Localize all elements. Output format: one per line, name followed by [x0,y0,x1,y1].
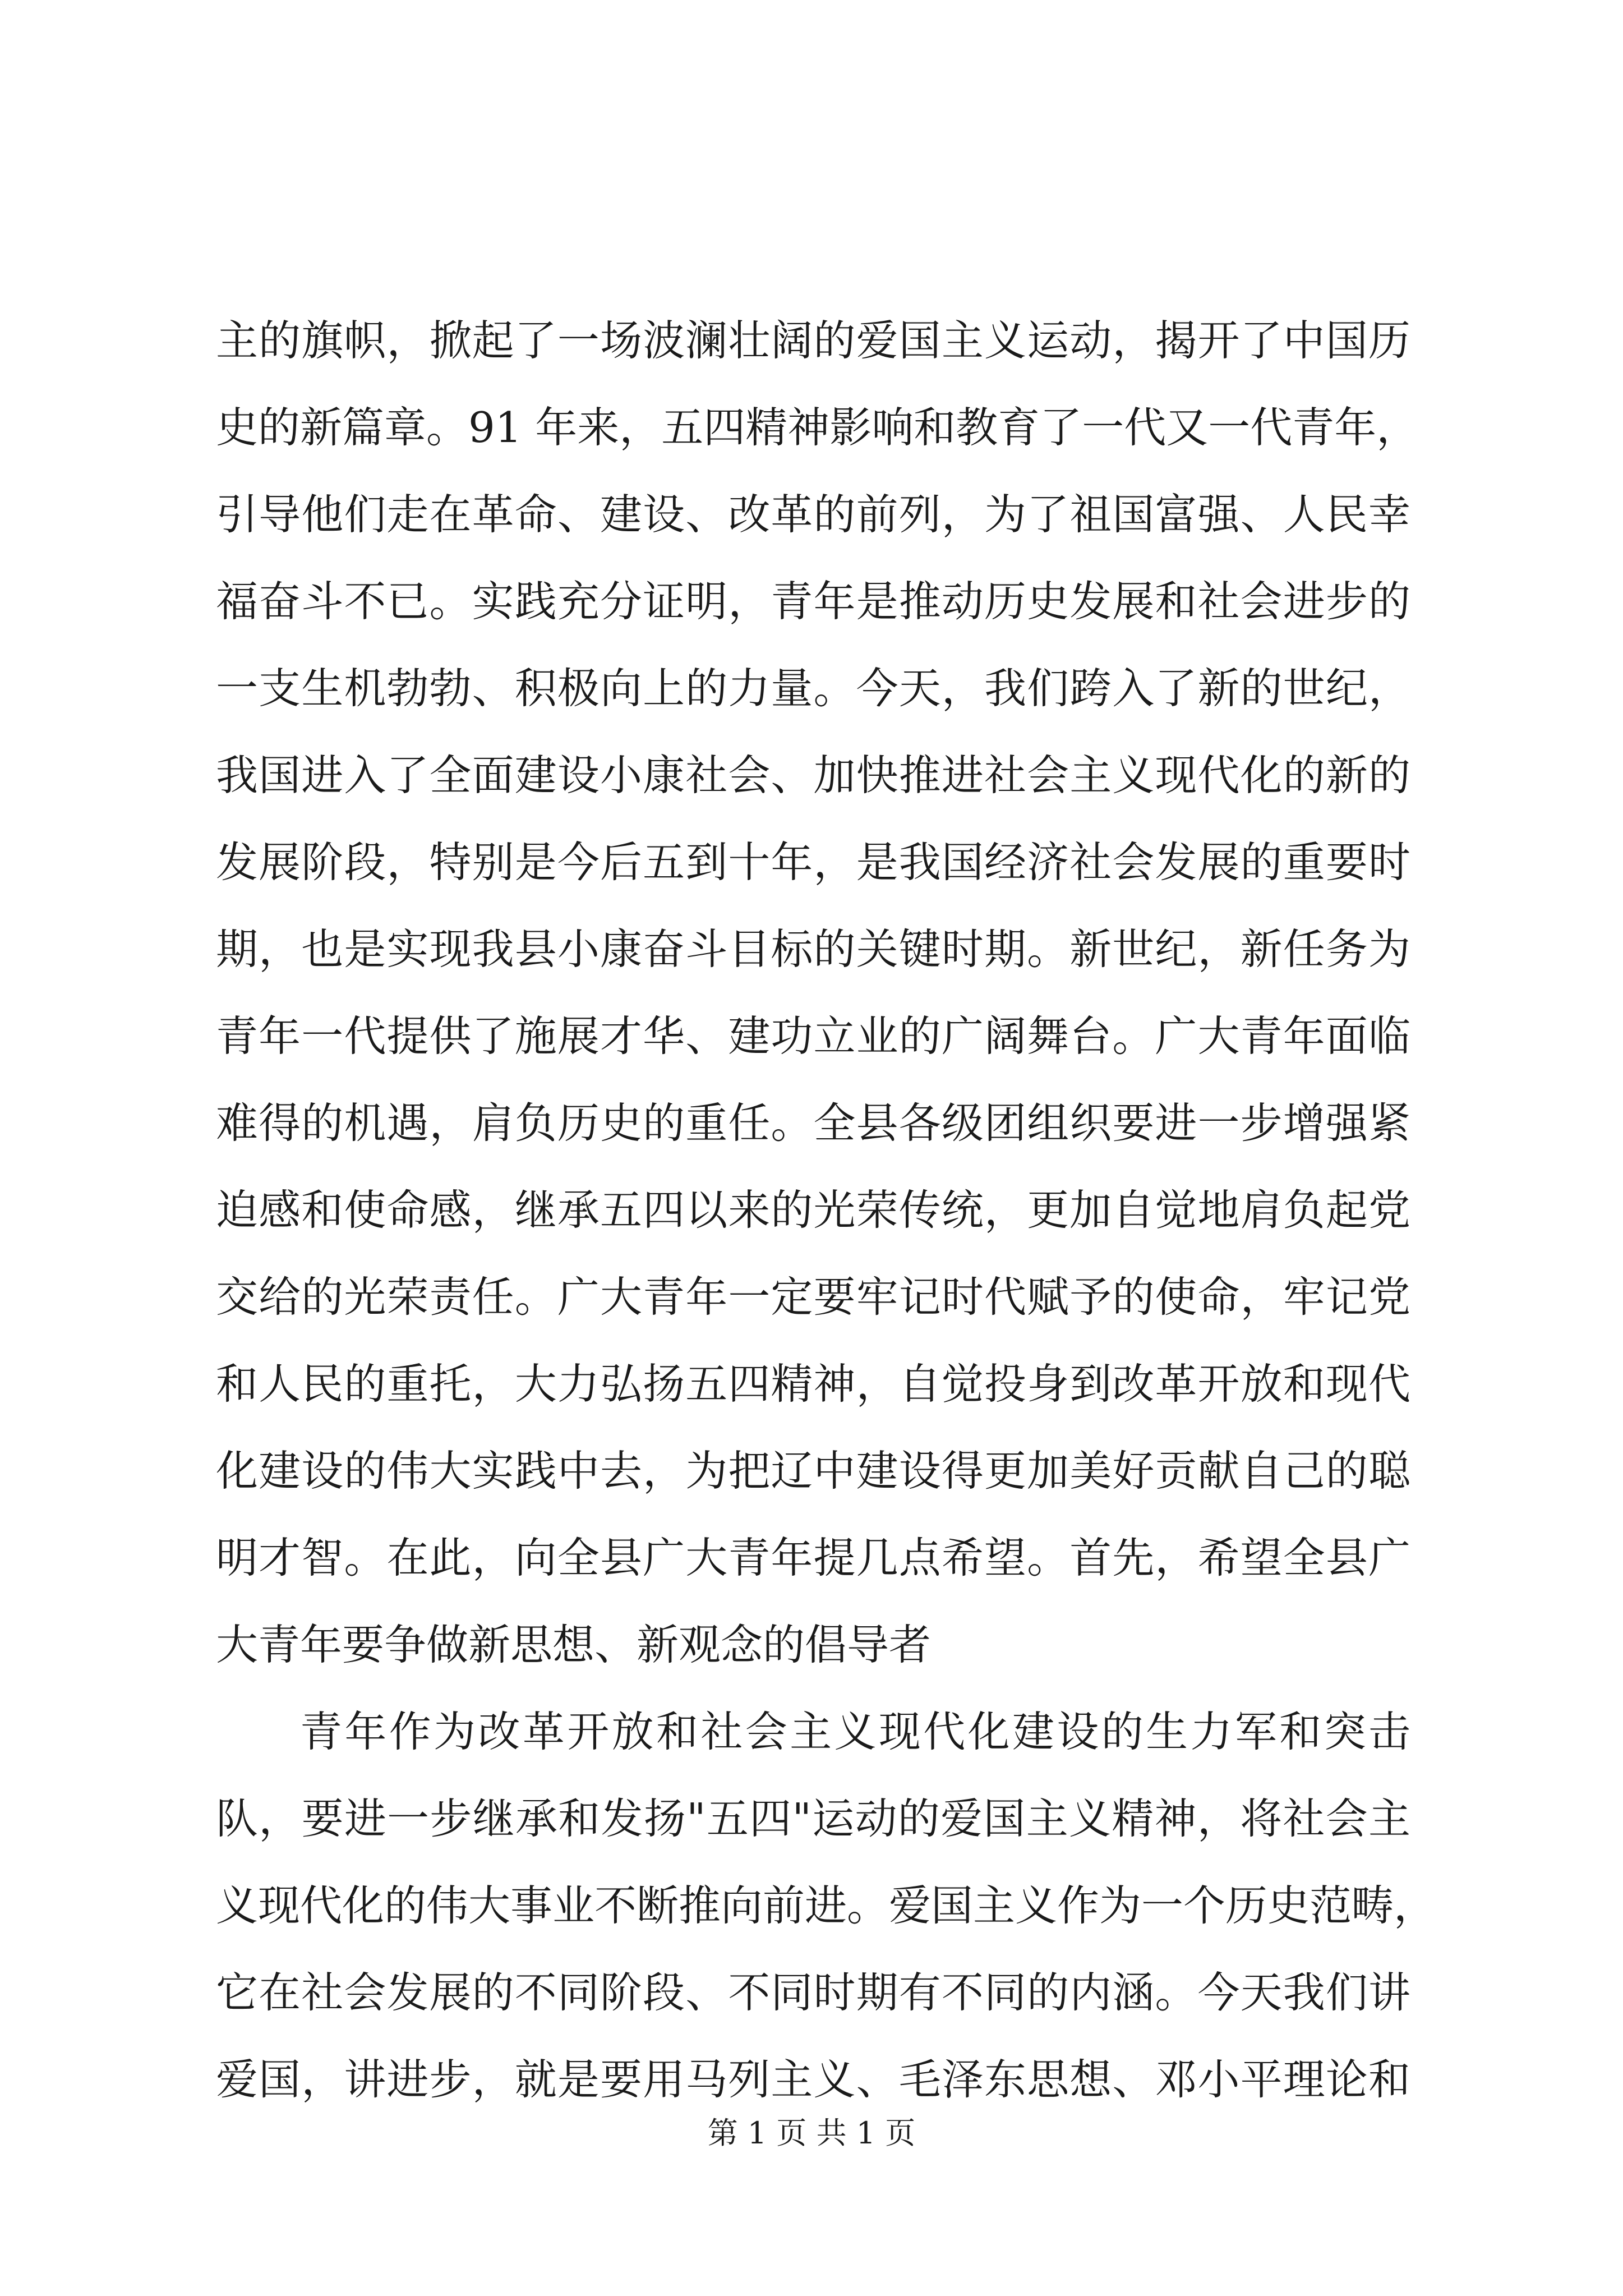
text-line: 明才智。在此，向全县广大青年提几点希望。首先，希望全县广 [216,1533,1410,1582]
page-footer: 第 1 页 共 1 页 [707,2115,916,2151]
text-line: 和人民的重托，大力弘扬五四精神，自觉投身到改革开放和现代 [216,1359,1410,1409]
text-line: 我国进入了全面建设小康社会、加快推进社会主义现代化的新的 [216,751,1410,800]
text-line: 福奋斗不已。实践充分证明，青年是推动历史发展和社会进步的 [216,577,1410,626]
text-line: 青年一代提供了施展才华、建功立业的广阔舞台。广大青年面临 [216,1011,1410,1061]
text-line: 一支生机勃勃、积极向上的力量。今天，我们跨入了新的世纪， [216,664,1410,713]
document-body [216,297,1436,2123]
text-line: 化建设的伟大实践中去，为把辽中建设得更加美好贡献自己的聪 [216,1446,1410,1496]
text-line: 队，要进一步继承和发扬"五四"运动的爱国主义精神，将社会主 [216,1794,1410,1843]
paragraph-1 [216,297,1419,1688]
text-line: 它在社会发展的不同阶段、不同时期有不同的内涵。今天我们讲 [216,1968,1410,2017]
text-line: 主的旗帜，掀起了一场波澜壮阔的爱国主义运动，揭开了中国历 [216,316,1410,365]
text-line: 大青年要争做新思想、新观念的倡导者 [216,1620,932,1669]
text-line: 难得的机遇，肩负历史的重任。全县各级团组织要进一步增强紧 [216,1098,1410,1148]
text-line: 发展阶段，特别是今后五到十年，是我国经济社会发展的重要时 [216,838,1410,887]
text-line: 迫感和使命感，继承五四以来的光荣传统，更加自觉地肩负起党 [216,1185,1410,1235]
text-line: 交给的光荣责任。广大青年一定要牢记时代赋予的使命，牢记党 [216,1272,1410,1322]
text-line: 期，也是实现我县小康奋斗目标的关键时期。新世纪，新任务为 [216,924,1410,974]
text-line: 义现代化的伟大事业不断推向前进。爱国主义作为一个历史范畴， [216,1881,1436,1930]
paragraph-2 [216,1688,1436,2123]
text-line: 引导他们走在革命、建设、改革的前列，为了祖国富强、人民幸 [216,490,1410,539]
text-line: 青年作为改革开放和社会主义现代化建设的生力军和突击 [300,1707,1410,1756]
text-line: 史的新篇章。91 年来，五四精神影响和教育了一代又一代青年， [216,403,1419,452]
text-line: 爱国，讲进步，就是要用马列主义、毛泽东思想、邓小平理论和 [216,2055,1410,2104]
